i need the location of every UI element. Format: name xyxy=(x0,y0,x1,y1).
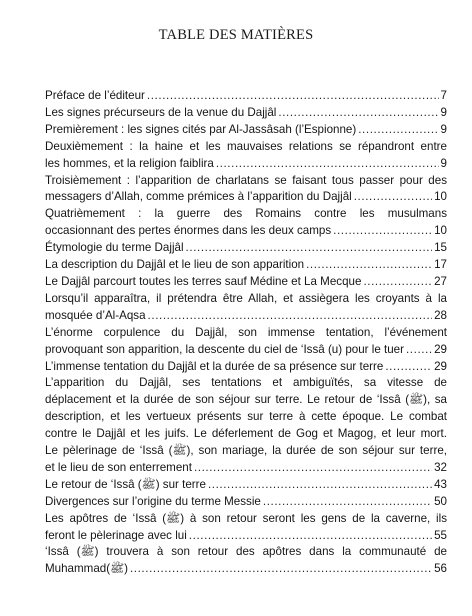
page-number: 7 xyxy=(440,89,447,102)
toc-entry xyxy=(45,511,447,545)
toc-entry-text: L’immense tentation du Dajjâl et la durée de sa présence sur terre xyxy=(45,359,384,373)
toc-entry-text-line: Deuxièmement : la haine et les mauvaises relations se répandront entre xyxy=(45,139,447,153)
dot-leader xyxy=(385,359,432,376)
toc-entry-text: messagers d’Allah, comme prémices à l’apparition du Dajjâl xyxy=(45,190,352,204)
toc-entry-text: Divergences sur l’origine du terme Messie xyxy=(45,494,261,508)
toc-entry xyxy=(45,291,447,325)
dot-leader xyxy=(306,257,432,274)
page-number: 43 xyxy=(434,477,447,491)
toc-entry xyxy=(45,173,447,207)
toc-entry xyxy=(45,477,447,494)
page-number: 32 xyxy=(434,460,447,474)
page-number: 9 xyxy=(440,156,447,170)
page-number: 17 xyxy=(434,258,447,272)
toc-entry-last-line xyxy=(45,257,447,274)
dot-leader xyxy=(278,105,438,122)
toc-entry-text: Le retour de ‘Issâ (ﷺ) sur terre xyxy=(45,477,206,491)
toc-entry-last-line xyxy=(45,342,447,359)
page-number: 9 xyxy=(440,122,447,136)
toc-entry-text-line: Lorsqu’il apparaîtra, il prétendra être Allah, et assiègera les croyants à la xyxy=(45,291,447,305)
page-title: TABLE DES MATIÈRES xyxy=(158,27,314,43)
toc-entry-last-line xyxy=(45,359,447,376)
toc-entry xyxy=(45,240,447,257)
dot-leader xyxy=(208,477,432,494)
toc-entry-text-line: L’apparition du Dajjâl, ses tentations et ambiguïtés, sa vitesse de xyxy=(45,376,447,390)
table-of-contents xyxy=(45,88,447,578)
page-number: 29 xyxy=(434,359,447,373)
dot-leader xyxy=(358,122,438,139)
page-number: 55 xyxy=(434,528,447,542)
toc-entry xyxy=(45,122,447,139)
page-number: 29 xyxy=(434,342,447,356)
toc-entry xyxy=(45,139,447,173)
toc-entry-text: les hommes, et la religion faiblira xyxy=(45,156,214,170)
toc-entry xyxy=(45,88,447,105)
toc-entry xyxy=(45,359,447,376)
toc-entry-last-line xyxy=(45,189,447,206)
toc-entry xyxy=(45,325,447,359)
dot-leader xyxy=(189,528,432,545)
toc-entry-text-line: L’énorme corpulence du Dajjâl, son immense tentation, l’événement xyxy=(45,325,447,339)
dot-leader xyxy=(186,240,433,257)
toc-entry-text-line: Le pèlerinage de ‘Issâ (ﷺ), son mariage, la durée de son séjour sur terre, xyxy=(45,444,447,458)
toc-entry xyxy=(45,274,447,291)
dot-leader xyxy=(194,460,432,477)
toc-entry-last-line xyxy=(45,223,447,240)
toc-entry-text-line: contre le Dajjâl et les juifs. Le déferlement de Gog et Magog, et leur mort. xyxy=(45,427,447,441)
toc-entry xyxy=(45,105,447,122)
toc-entry-last-line xyxy=(45,528,447,545)
dot-leader xyxy=(406,342,432,359)
page-number: 27 xyxy=(434,274,447,288)
page-number: 10 xyxy=(434,190,447,204)
toc-entry xyxy=(45,494,447,511)
toc-entry xyxy=(45,257,447,274)
page-number: 15 xyxy=(434,241,447,255)
toc-entry-last-line xyxy=(45,122,447,139)
toc-entry-text-line: description, et les vertueux présents sur terre à cette époque. Le combat xyxy=(45,410,447,424)
toc-entry-last-line xyxy=(45,460,447,477)
toc-entry-text: Préface de l’éditeur xyxy=(45,89,145,102)
dot-leader xyxy=(147,88,439,105)
dot-leader xyxy=(363,274,432,291)
toc-entry-text-line: Troisièmement : l’apparition de charlatans se faisant tous passer pour des xyxy=(45,173,447,187)
toc-entry-last-line xyxy=(45,494,447,511)
dot-leader xyxy=(354,189,432,206)
toc-entry-text-line: déplacement et la durée de son séjour sur terre. Le retour de ‘Issâ (ﷺ), sa xyxy=(45,393,447,407)
toc-entry-text: mosquée d’Al-Aqsa xyxy=(45,308,146,322)
dot-leader xyxy=(333,223,432,240)
dot-leader xyxy=(130,561,432,578)
toc-entry-last-line xyxy=(45,156,447,173)
toc-entry-text: provoquant son apparition, la descente du ciel de ‘Issâ (u) pour le tuer xyxy=(45,342,404,356)
toc-entry-last-line xyxy=(45,308,447,325)
toc-entry-last-line xyxy=(45,561,447,578)
toc-entry-last-line xyxy=(45,105,447,122)
dot-leader xyxy=(263,494,432,511)
toc-entry-text: occasionnant des pertes énormes dans les deux camps xyxy=(45,224,332,238)
dot-leader xyxy=(216,156,439,173)
toc-entry-text-line: Les apôtres de ‘Issâ (ﷺ) à son retour seront les gens de la caverne, ils xyxy=(45,511,447,525)
toc-entry xyxy=(45,544,447,578)
dot-leader xyxy=(148,308,433,325)
page-number: 56 xyxy=(434,562,447,576)
toc-entry xyxy=(45,375,447,476)
page-number: 10 xyxy=(434,224,447,238)
toc-entry-last-line xyxy=(45,274,447,291)
toc-entry-text: Étymologie du terme Dajjâl xyxy=(45,241,184,255)
toc-entry-text: Premièrement : les signes cités par Al-Jassâsah (l’Espionne) xyxy=(45,122,357,136)
toc-entry-last-line xyxy=(45,88,447,105)
toc-entry-text-line: Quatrièmement : la guerre des Romains contre les musulmans xyxy=(45,207,447,221)
page-number: 28 xyxy=(434,308,447,322)
toc-entry-text: et le lieu de son enterrement xyxy=(45,460,192,474)
toc-entry-text: Muhammad(ﷺ) xyxy=(45,562,128,576)
toc-entry-text: Les signes précurseurs de la venue du Dajjâl xyxy=(45,105,277,119)
page-number: 50 xyxy=(434,494,447,508)
toc-entry-last-line xyxy=(45,477,447,494)
toc-entry-text: Le Dajjâl parcourt toutes les terres sauf Médine et La Mecque xyxy=(45,274,362,288)
page-number: 9 xyxy=(440,105,447,119)
toc-entry-last-line xyxy=(45,240,447,257)
toc-entry xyxy=(45,206,447,240)
toc-entry-text: feront le pèlerinage avec lui xyxy=(45,528,187,542)
toc-entry-text-line: ‘Issâ (ﷺ) trouvera à son retour des apôtres dans la communauté de xyxy=(45,545,447,559)
toc-entry-text: La description du Dajjâl et le lieu de son apparition xyxy=(45,258,305,272)
